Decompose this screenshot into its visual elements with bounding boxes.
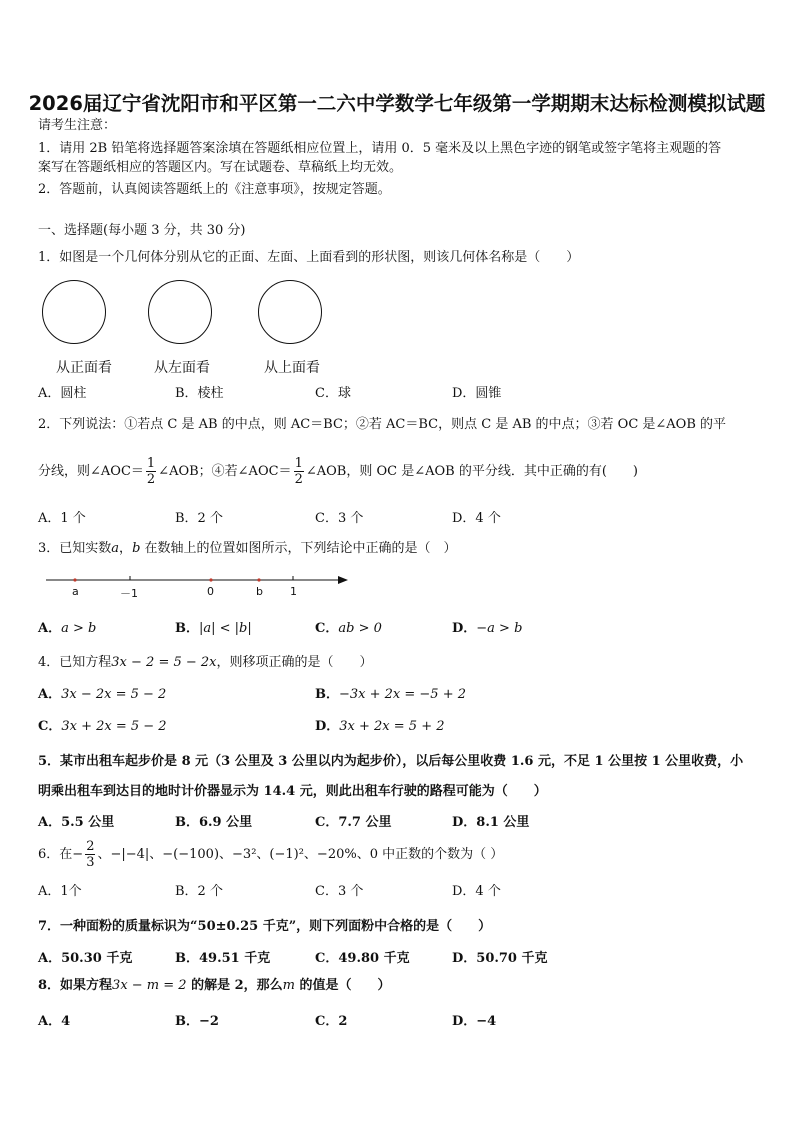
q2-text-b: ∠AOB；④若∠AOC＝: [158, 464, 292, 479]
q6-option-b: B．2 个: [175, 884, 223, 899]
axis-label-b: b: [256, 585, 263, 598]
q1-option-a: A．圆柱: [38, 386, 87, 401]
question-1-stem: 1．如图是一个几何体分别从它的正面、左面、上面看到的形状图，则该几何体名称是（ ）: [38, 250, 580, 265]
q7-option-a: A．50.30 千克: [38, 951, 133, 966]
q6-fraction: $\frac{2}{3}$: [86, 839, 95, 870]
q3-option-d: D．−a > b: [452, 621, 523, 636]
notice-line-1a: 1．请用 2B 铅笔将选择题答案涂填在答题纸相应位置上，请用 0．5 毫米及以上黑色字迹的钢笔或签字笔将主观题的答: [38, 141, 722, 156]
question-8-stem: 8．如果方程3x − m = 2 的解是 2，那么m 的值是（ ）: [38, 978, 391, 993]
q4-option-a: A．3x − 2x = 5 − 2: [38, 687, 167, 702]
number-line: [40, 570, 352, 600]
q6-option-d: D．4 个: [452, 884, 501, 899]
front-view-circle: [42, 280, 106, 344]
q2-text-a: 分线，则∠AOC＝: [38, 464, 144, 479]
number-line-arrow: [338, 576, 348, 584]
q2-fraction-1: $\frac{1}{2}$: [146, 456, 156, 487]
q4-option-b: B．−3x + 2x = −5 + 2: [315, 687, 467, 702]
q3-option-a: A．a > b: [38, 621, 97, 636]
q5-option-d: D．8.1 公里: [452, 815, 530, 830]
question-3-stem: 3．已知实数a，b 在数轴上的位置如图所示，下列结论中正确的是（ ）: [38, 541, 457, 556]
question-5-line-2: 明乘出租车到达目的地时计价器显示为 14.4 元，则此出租车行驶的路程可能为（ ）: [38, 784, 547, 799]
top-view-circle: [258, 280, 322, 344]
question-2-line-2: [38, 455, 638, 489]
q8-option-c: C．2: [315, 1014, 348, 1029]
q7-option-c: C．49.80 千克: [315, 951, 410, 966]
axis-label-0: 0: [207, 585, 214, 598]
q8-option-a: A．4: [38, 1014, 71, 1029]
q3-option-b: B．|a| < |b|: [175, 621, 252, 636]
q1-option-b: B．棱柱: [175, 386, 224, 401]
axis-label-1: 1: [290, 585, 297, 598]
question-5-line-1: 5．某市出租车起步价是 8 元（3 公里及 3 公里以内为起步价），以后每公里收费 1.6 元，不足 1 公里按 1 公里收费，小: [38, 754, 744, 769]
q6-option-c: C．3 个: [315, 884, 364, 899]
notice-heading: 请考生注意：: [38, 118, 117, 133]
q2-option-a: A．1 个: [38, 511, 86, 526]
question-4-stem: 4．已知方程3x − 2 = 5 − 2x，则移项正确的是（ ）: [38, 655, 373, 670]
left-view-label: 从左面看: [154, 360, 210, 376]
q2-option-b: B．2 个: [175, 511, 223, 526]
top-view-label: 从上面看: [264, 360, 320, 376]
left-view-circle: [148, 280, 212, 344]
q2-fraction-2: $\frac{1}{2}$: [294, 456, 303, 487]
point-a: [73, 578, 76, 581]
q2-option-d: D．4 个: [452, 511, 501, 526]
point-b: [257, 578, 260, 581]
notice-line-2: 2．答题前，认真阅读答题纸上的《注意事项》，按规定答题。: [38, 182, 391, 197]
notice-line-1b: 案写在答题纸相应的答题区内。写在试题卷、草稿纸上均无效。: [38, 160, 403, 175]
q7-option-d: D．50.70 千克: [452, 951, 548, 966]
q8-option-d: D．−4: [452, 1014, 497, 1029]
section-heading: 一、选择题(每小题 3 分，共 30 分): [38, 223, 246, 238]
q5-option-a: A．5.5 公里: [38, 815, 115, 830]
question-6-stem: 6．在− $\frac{2}{3}$ 、−|−4|、−(−100)、−3²、(−1)²、−20%、0 中正数的个数为（ ）: [38, 839, 504, 870]
q4-option-c: C．3x + 2x = 5 − 2: [38, 719, 167, 734]
axis-label-minus-1: －1: [120, 587, 138, 600]
question-2-line-1: 2．下列说法：①若点 C 是 AB 的中点，则 AC＝BC；②若 AC＝BC，则点 C 是 AB 的中点；③若 OC 是∠AOB 的平: [38, 417, 727, 432]
q8-option-b: B．−2: [175, 1014, 219, 1029]
axis-label-a: a: [72, 585, 79, 598]
question-7-stem: 7．一种面粉的质量标识为“50±0.25 千克”，则下列面粉中合格的是（ ）: [38, 919, 492, 934]
page-title: 2026届辽宁省沈阳市和平区第一二六中学数学七年级第一学期期末达标检测模拟试题: [28, 92, 766, 115]
front-view-label: 从正面看: [56, 360, 112, 376]
q1-option-c: C．球: [315, 386, 351, 401]
point-0: [209, 578, 212, 581]
q1-option-d: D．圆锥: [452, 386, 502, 401]
q2-option-c: C．3 个: [315, 511, 364, 526]
q4-option-d: D．3x + 2x = 5 + 2: [315, 719, 445, 734]
q2-text-c: ∠AOB，则 OC 是∠AOB 的平分线．其中正确的有( ): [305, 464, 638, 479]
q5-option-b: B．6.9 公里: [175, 815, 253, 830]
q5-option-c: C．7.7 公里: [315, 815, 392, 830]
q3-option-c: C．ab > 0: [315, 621, 382, 636]
q6-option-a: A．1个: [38, 884, 82, 899]
q7-option-b: B．49.51 千克: [175, 951, 271, 966]
